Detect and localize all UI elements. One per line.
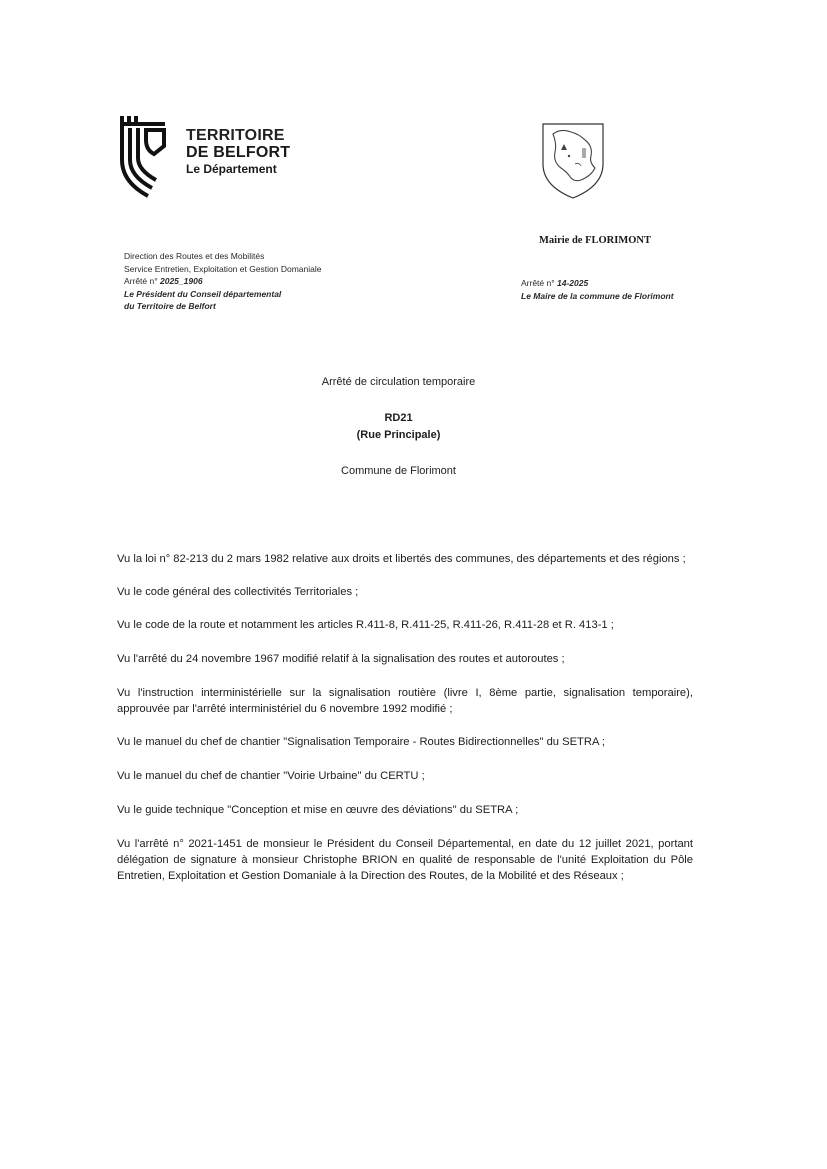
territoire-de-belfort-logo-icon <box>118 116 176 200</box>
maire-label: Le Maire de la commune de Florimont <box>521 291 674 301</box>
arrete-number-left: Arrêté n° 2025_1906 <box>124 276 203 286</box>
paragraph-loi-1982: Vu la loi n° 82-213 du 2 mars 1982 relative aux droits et libertés des communes, des départements et des régions ; <box>117 553 686 565</box>
paragraph-guide-deviations: Vu le guide technique "Conception et mise en œuvre des déviations" du SETRA ; <box>117 804 519 816</box>
paragraph-cgct: Vu le code général des collectivités Territoriales ; <box>117 586 359 598</box>
president-label: Le Président du Conseil départemental <box>124 288 282 299</box>
logo-wordmark <box>186 127 290 177</box>
paragraph-arrete-1967: Vu l'arrêté du 24 novembre 1967 modifié relatif à la signalisation des routes et autoroutes ; <box>117 653 565 665</box>
header-right-block <box>521 277 674 303</box>
road-title: RD21 <box>384 412 413 424</box>
mairie-title: Mairie de FLORIMONT <box>539 235 651 246</box>
logo-line-territoire: TERRITOIRE <box>186 127 285 144</box>
service-label: Service Entretien, Exploitation et Gestion Domaniale <box>124 263 322 274</box>
header-left-block <box>124 250 322 313</box>
paragraph-instruction: Vu l'instruction interministérielle sur la signalisation routière (livre I, 8ème partie, signalisation temporaire), approuvée par l'arrêté interministériel du 6 novembre 1992 modifié ; <box>117 687 693 715</box>
body-text <box>117 551 693 901</box>
commune-title: Commune de Florimont <box>341 465 456 477</box>
document-type-title: Arrêté de circulation temporaire <box>321 376 476 388</box>
logo-line-departement: Le Département <box>186 162 277 176</box>
territoire-label: du Territoire de Belfort <box>124 301 216 311</box>
street-title: (Rue Principale) <box>356 429 441 441</box>
arrete-number-right: Arrêté n° 14-2025 <box>521 278 589 288</box>
paragraph-code-route: Vu le code de la route et notamment les articles R.411-8, R.411-25, R.411-26, R.411-28 et R. 413-1 ; <box>117 619 614 631</box>
logo-line-de-belfort: DE BELFORT <box>186 144 291 161</box>
paragraph-manuel-setra: Vu le manuel du chef de chantier "Signalisation Temporaire - Routes Bidirectionnelles" du SETRA ; <box>117 736 606 748</box>
paragraph-delegation: Vu l'arrêté n° 2021-1451 de monsieur le Président du Conseil Départemental, en date du 12 juillet 2021, portant délégation de signature à monsieur Christophe BRION en qualité de responsable de l'unité Exploitation du Pôle Entretien, Exploitation et Gestion Domaniale à la Direction des Routes, de la Mobilité et des Réseaux ; <box>117 838 693 882</box>
crest-shield-icon <box>539 120 607 200</box>
direction-label: Direction des Routes et des Mobilités <box>124 251 265 261</box>
paragraph-manuel-certu: Vu le manuel du chef de chantier "Voirie Urbaine" du CERTU ; <box>117 770 425 782</box>
